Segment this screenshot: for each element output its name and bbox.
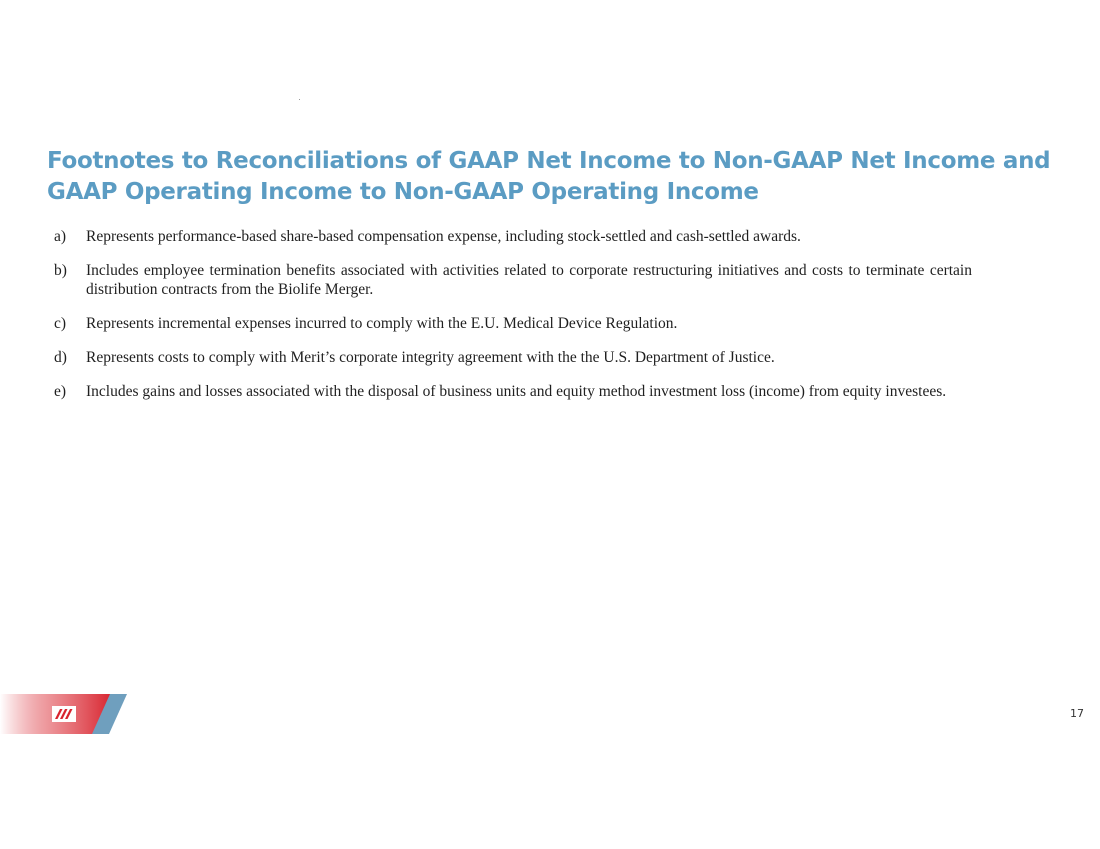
footnote-a (54, 227, 972, 246)
footnote-b (54, 261, 972, 299)
stray-dot (299, 99, 300, 100)
footer-brand-bar (0, 694, 130, 734)
footnote-marker: a) (54, 228, 67, 245)
footnote-list (54, 227, 972, 416)
footnote-text: Represents performance-based share-based compensation expense, including stock-settled and cash-settled awards. (86, 228, 801, 245)
footnote-text: Represents costs to comply with Merit’s corporate integrity agreement with the the U.S. Department of Justice. (86, 349, 775, 366)
page-title-line-1: Footnotes to Reconciliations of GAAP Net Income to Non-GAAP Net Income and (47, 148, 1051, 174)
footnote-marker: c) (54, 315, 67, 332)
page-title (47, 146, 1051, 208)
page-title-line-2: GAAP Operating Income to Non-GAAP Operating Income (47, 179, 759, 205)
footnote-c (54, 314, 972, 333)
footnote-text: Includes gains and losses associated with the disposal of business units and equity method investment loss (income) from equity investees. (86, 383, 947, 400)
footnote-text: Includes employee termination benefits associated with activities related to corporate restructuring initiatives and costs to terminate certain distribution contracts from the Biolife Merger. (86, 262, 972, 298)
footnote-text: Represents incremental expenses incurred to comply with the E.U. Medical Device Regulation. (86, 315, 678, 332)
footnote-marker: b) (54, 262, 67, 279)
merit-logo-icon (52, 706, 76, 722)
footnote-marker: e) (54, 383, 67, 400)
footnote-marker: d) (54, 349, 67, 366)
footnote-d (54, 348, 972, 367)
page-number: 17 (1070, 707, 1084, 720)
footnote-e (54, 382, 972, 401)
